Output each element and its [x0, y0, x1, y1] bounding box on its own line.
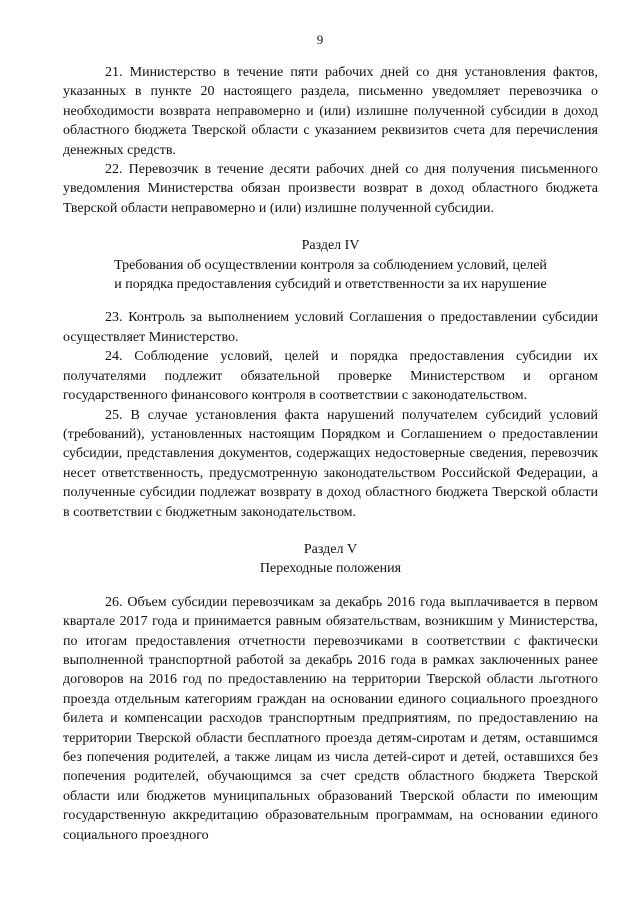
- paragraph-22: 22. Перевозчик в течение десяти рабочих дней со дня получения письменного уведомления Министерства обязан произвести возврат в доход областного бюджета Тверской области неправомерно и (или) излишне полученной субсидии.: [63, 162, 598, 216]
- section-4-subtitle-line-2: и порядка предоставления субсидий и ответственности за их нарушение: [114, 277, 547, 293]
- page-number: 9: [316, 32, 324, 47]
- section-4-title: Раздел IV: [301, 238, 360, 254]
- section-5-title: Раздел V: [303, 541, 358, 557]
- paragraph-21: 21. Министерство в течение пяти рабочих дней со дня установления фактов, указанных в пункте 20 настоящего раздела, письменно уведомляет перевозчика о необходимости возврата неправомерно и (или) излишне полученной субсидии в доход областного бюджета Тверской области с указанием реквизитов счета для перечисления денежных средств.: [63, 65, 598, 158]
- section-spacer: [63, 218, 598, 236]
- paragraph-24: 24. Соблюдение условий, целей и порядка предоставления субсидии их получателями подлежит обязательной проверке Министерством и органом государственного финансового контроля в соответствии с законодательством.: [63, 349, 598, 404]
- paragraph-26: 26. Объем субсидии перевозчикам за декабрь 2016 года выплачивается в первом квартале 2017 года и принимается равным обязательствам, возникшим у Министерства, по итогам предоставления отчетности перевозчиками в соответствии с фактически выполненной транспортной работой за декабрь 2016 года в рамках заключенных ранее договоров на 2016 год по предоставлению на территории Тверской области льготного проезда отдельным категориям граждан на основании единого социального проездного билета и компенсации расходов транспортным предприятиям, по предоставлению на территории Тверской области бесплатного проезда детям-сиротам и детям, оставшимся без попечения родителей, а также лицам из числа детей-сирот и детей, оставшихся без попечения родителей, обучающимся за счет средств областного бюджета Тверской области или бюджетов муниципальных образований Тверской области по имеющим государственную аккредитацию образовательным программам, на основании единого социального проездного: [63, 594, 598, 843]
- section-5-subtitle: Переходные положения: [259, 561, 402, 577]
- document-body: [63, 63, 598, 845]
- section-spacer: [63, 294, 598, 308]
- section-spacer: [63, 579, 598, 593]
- section-spacer: [63, 522, 598, 540]
- paragraph-23: 23. Контроль за выполнением условий Соглашения о предоставлении субсидии осуществляет Министерство.: [63, 310, 598, 345]
- section-4-subtitle-line-1: Требования об осуществлении контроля за соблюдением условий, целей: [114, 257, 547, 273]
- paragraph-25: 25. В случае установления факта нарушений получателем субсидий условий (требований), установленных настоящим Порядком и Соглашением о предоставлении субсидии, представления документов, содержащих недостоверные сведения, перевозчик несет ответственность, предусмотренную законодательством Российской Федерации, а полученные субсидии подлежат возврату в доход областного бюджета Тверской области в соответствии с бюджетным законодательством.: [63, 407, 598, 520]
